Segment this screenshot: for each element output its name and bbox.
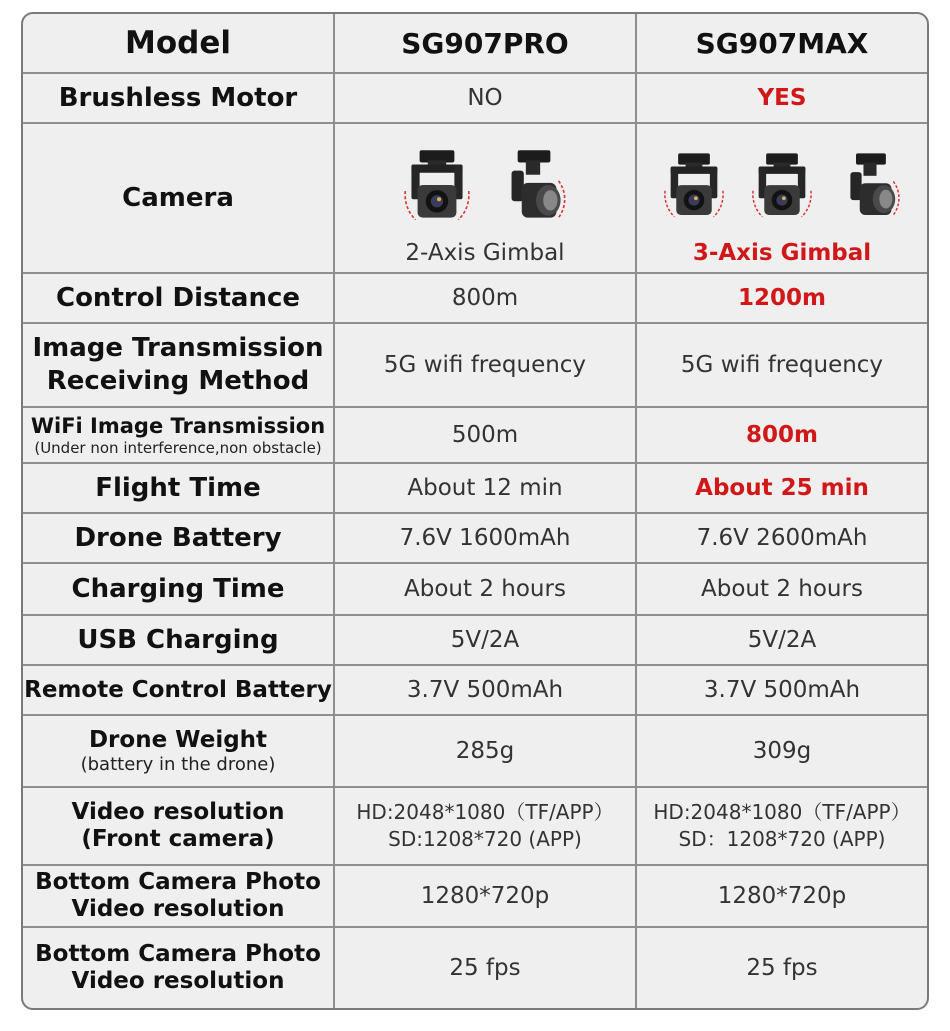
row-label: Image Transmission Receiving Method [23, 324, 335, 406]
sg907max-value: About 2 hours [701, 576, 863, 602]
sg907max-value: 25 fps [746, 955, 818, 981]
table-header-row [23, 14, 927, 74]
sg907max-value: 3.7V 500mAh [703, 677, 861, 703]
sg907max-value: 1200m [738, 285, 826, 311]
table-row [23, 928, 927, 1008]
row-label: Camera [23, 124, 335, 272]
row-label: Bottom Camera Photo Video resolution [23, 928, 335, 1008]
sg907max-value: YES [757, 85, 807, 111]
gimbal-images [391, 144, 579, 230]
sg907pro-value: 285g [335, 716, 637, 786]
sg907pro-value: NO [335, 74, 637, 122]
row-label: Flight Time [23, 464, 335, 512]
row-label: USB Charging [23, 616, 335, 664]
table-row [23, 564, 927, 616]
table-row [23, 74, 927, 124]
sg907max-value: About 25 min [695, 475, 869, 501]
header-model-label: Model [23, 14, 335, 72]
sg907pro-camera [335, 124, 637, 272]
row-label: Drone Weight (battery in the drone) [23, 716, 335, 786]
table-row [23, 514, 927, 564]
row-label: Brushless Motor [23, 74, 335, 122]
gimbal-camera-icon [487, 146, 579, 228]
row-label: Video resolution (Front camera) [23, 788, 335, 864]
sg907pro-value: 5V/2A [335, 616, 637, 664]
gimbal-caption: 3-Axis Gimbal [692, 240, 872, 266]
gimbal-camera-icon [828, 147, 912, 227]
gimbal-caption: 2-Axis Gimbal [405, 240, 565, 266]
sg907max-value: 5G wifi frequency [680, 352, 884, 378]
table-row [23, 274, 927, 324]
sg907max-value: 7.6V 2600mAh [696, 525, 868, 551]
sg907pro-value: 1280*720p [335, 866, 637, 926]
table-row [23, 324, 927, 408]
row-label: Remote Control Battery [23, 666, 335, 714]
row-label: Control Distance [23, 274, 335, 322]
header-sg907pro: SG907PRO [335, 14, 637, 72]
table-row [23, 716, 927, 788]
sg907max-value: 1280*720p [717, 883, 847, 909]
table-row [23, 788, 927, 866]
sg907pro-value: About 12 min [335, 464, 637, 512]
sg907pro-value: 3.7V 500mAh [335, 666, 637, 714]
table-row [23, 616, 927, 666]
sg907max-value: 5V/2A [747, 627, 817, 653]
table-row [23, 666, 927, 716]
row-label: Charging Time [23, 564, 335, 614]
sg907pro-value: 25 fps [335, 928, 637, 1008]
comparison-table [21, 12, 929, 1010]
gimbal-camera-icon [652, 147, 736, 227]
gimbal-camera-icon [740, 147, 824, 227]
sg907max-value: 309g [752, 738, 812, 764]
table-row [23, 408, 927, 464]
sg907pro-value: 500m [335, 408, 637, 462]
sg907max-value: HD:2048*1080（TF/APP） SD：1208*720 (APP) [653, 800, 911, 851]
header-sg907max: SG907MAX [695, 26, 869, 60]
sg907max-value: 800m [746, 422, 818, 448]
sg907pro-value: 5G wifi frequency [335, 324, 637, 406]
sg907pro-value: 800m [335, 274, 637, 322]
row-label: Drone Battery [23, 514, 335, 562]
gimbal-camera-icon [391, 146, 483, 228]
table-row [23, 124, 927, 274]
row-label: WiFi Image Transmission (Under non interference,non obstacle) [23, 408, 335, 462]
sg907pro-value: About 2 hours [335, 564, 637, 614]
sg907max-camera [637, 124, 927, 272]
table-row [23, 464, 927, 514]
sg907pro-value: HD:2048*1080（TF/APP） SD:1208*720 (APP) [335, 788, 637, 864]
sg907pro-value: 7.6V 1600mAh [335, 514, 637, 562]
gimbal-images [652, 144, 912, 230]
table-row [23, 866, 927, 928]
row-label: Bottom Camera Photo Video resolution [23, 866, 335, 926]
